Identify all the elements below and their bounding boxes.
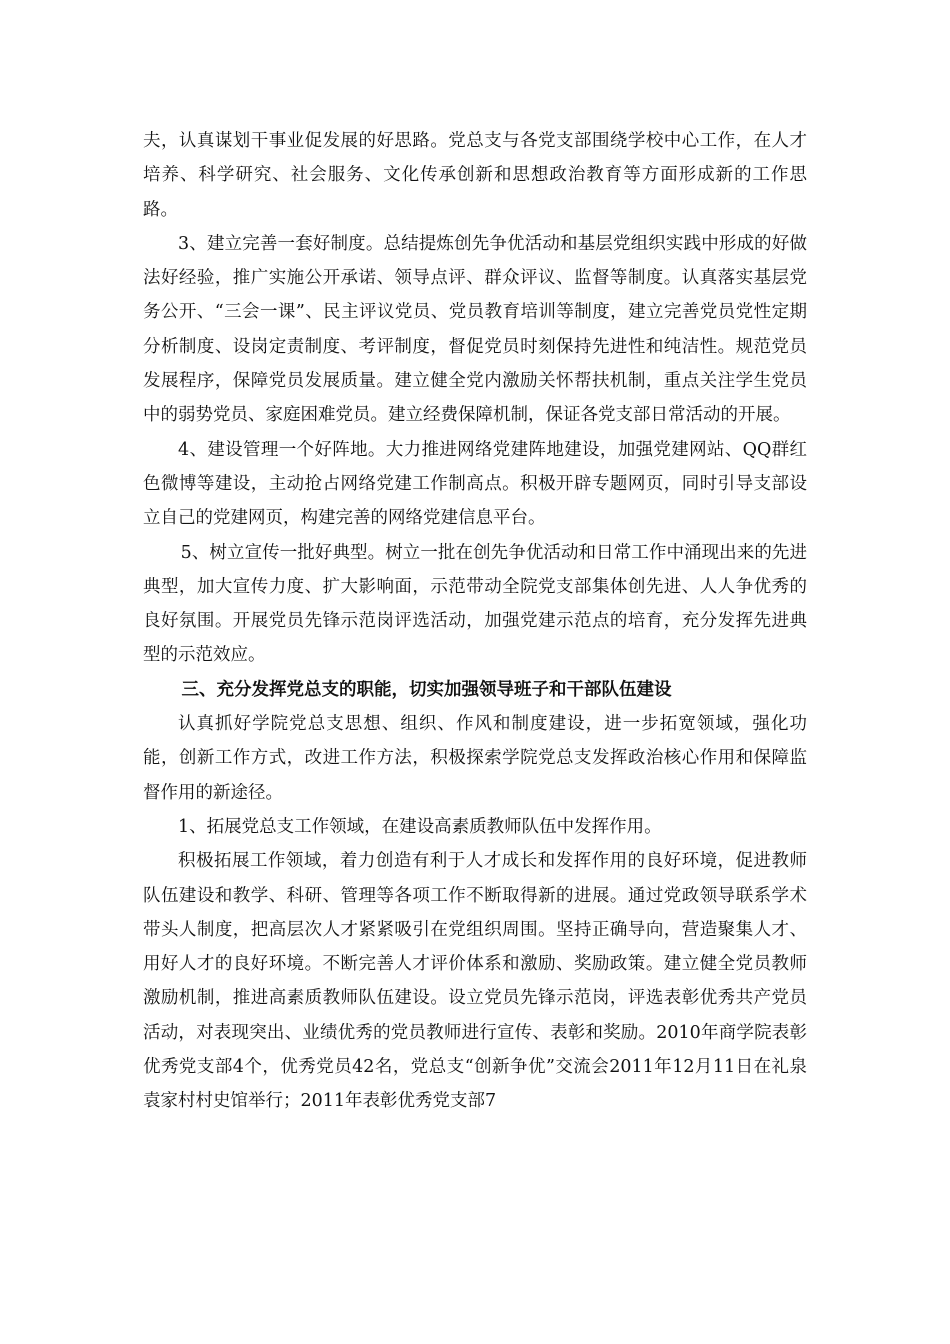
section-heading-3: 三、充分发挥党总支的职能，切实加强领导班子和干部队伍建设 (181, 679, 672, 700)
paragraph-subitem-1: 1、拓展党总支工作领域，在建设高素质教师队伍中发挥作用。 (178, 816, 662, 837)
paragraph-subitem-1-detail: 积极拓展工作领域，着力创造有利于人才成长和发挥作用的良好环境，促进教师队伍建设和教学、科研、管理等各项工作不断取得新的进展。通过党政领导联系学术带头人制度，把高层次人才紧紧吸引在党组织周围。坚持正确导向，营造聚集人才、用好人才的良好环境。不断完善人才评价体系和激励、奖励政策。建立健全党员教师激励机制，推进高素质教师队伍建设。设立党员先锋示范岗，评选表彰优秀共产党员活动，对表现突出、业绩优秀的党员教师进行宣传、表彰和奖励。2010年商学院表彰优秀党支部4个，优秀党员42名，党总支“创新争优”交流会2011年12月11日在礼泉袁家村村史馆举行；2011年表彰优秀党支部7 (143, 851, 807, 1112)
paragraph-item-4-platform: 4、建设管理一个好阵地。大力推进网络党建阵地建设，加强党建网站、QQ群红色微博等建设，主动抢占网络党建工作制高点。积极开辟专题网页，同时引导支部设立自己的党建网页，构建完善的网络党建信息平台。 (143, 439, 807, 529)
paragraph-item-3-system: 3、建立完善一套好制度。总结提炼创先争优活动和基层党组织实践中形成的好做法好经验，推广实施公开承诺、领导点评、群众评议、监督等制度。认真落实基层党务公开、“三会一课”、民主评议党员、党员教育培训等制度，建立完善党员党性定期分析制度、设岗定责制度、考评制度，督促党员时刻保持先进性和纯洁性。规范党员发展程序，保障党员发展质量。建立健全党内激励关怀帮扶机制，重点关注学生党员中的弱势党员、家庭困难党员。建立经费保障机制，保证各党支部日常活动的开展。 (143, 233, 807, 426)
paragraph-continuation: 夫，认真谋划干事业促发展的好思路。党总支与各党支部围绕学校中心工作，在人才培养、科学研究、社会服务、文化传承创新和思想政治教育等方面形成新的工作思路。 (143, 131, 807, 220)
paragraph-item-5-models: 5、树立宣传一批好典型。树立一批在创先争优活动和日常工作中涌现出来的先进典型，加大宣传力度、扩大影响面，示范带动全院党支部集体创先进、人人争优秀的良好氛围。开展党员先锋示范岗评选活动，加强党建示范点的培育，充分发挥先进典型的示范效应。 (143, 542, 807, 666)
paragraph-section-intro: 认真抓好学院党总支思想、组织、作风和制度建设，进一步拓宽领域，强化功能，创新工作方式，改进工作方法，积极探索学院党总支发挥政治核心作用和保障监督作用的新途径。 (143, 714, 807, 803)
document-body (143, 124, 807, 1119)
